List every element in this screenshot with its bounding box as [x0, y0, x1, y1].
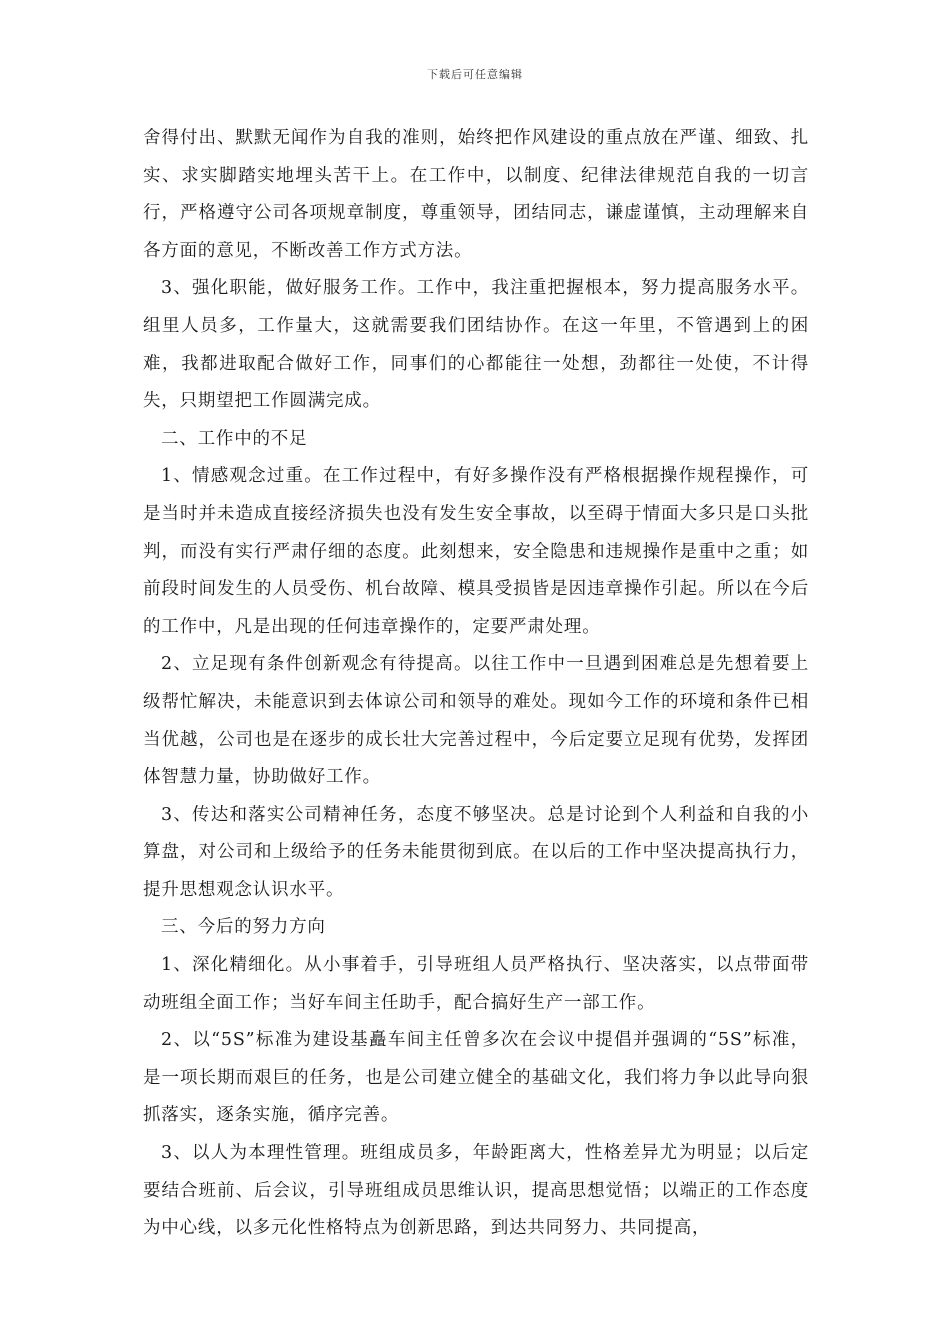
- section-heading-future-direction: 三、今后的努力方向: [161, 917, 326, 938]
- paragraph-5s-standard: 2、以“5S”标准为建设基矗车间主任曾多次在会议中提倡并强调的“5S”标准，是一项长期而艰巨的任务，也是公司建立健全的基础文化，我们将力争以此导向狠抓落实，逐条实施，循序完善。: [143, 1030, 809, 1126]
- paragraph-service-work: 3、强化职能，做好服务工作。工作中，我注重把握根本，努力提高服务水平。组里人员多，工作量大，这就需要我们团结协作。在这一年里，不管遇到上的困难，我都进取配合做好工作，同事们的心都能往一处想，劲都往一处使，不计得失，只期望把工作圆满完成。: [143, 278, 809, 412]
- document-body: [143, 120, 809, 1248]
- paragraph-innovation-concept: 2、立足现有条件创新观念有待提高。以往工作中一旦遇到困难总是先想着要上级帮忙解决，未能意识到去体谅公司和领导的难处。现如今工作的环境和条件已相当优越，公司也是在逐步的成长壮大完善过程中，今后定要立足现有优势，发挥团体智慧力量，协助做好工作。: [143, 654, 809, 788]
- section-heading-shortcomings: 二、工作中的不足: [161, 428, 308, 449]
- paragraph-refinement: 1、深化精细化。从小事着手，引导班组人员严格执行、坚决落实，以点带面带动班组全面工作；当好车间主任助手，配合搞好生产一部工作。: [143, 955, 809, 1013]
- page-header: 下载后可任意编辑: [427, 68, 523, 81]
- paragraph-people-oriented-management: 3、以人为本理性管理。班组成员多，年龄距离大，性格差异尤为明显；以后定要结合班前、后会议，引导班组成员思维认识，提高思想觉悟；以端正的工作态度为中心线，以多元化性格特点为创新思路，到达共同努力、共同提高，: [143, 1143, 809, 1239]
- paragraph-emotional-concept: 1、情感观念过重。在工作过程中，有好多操作没有严格根据操作规程操作，可是当时并未造成直接经济损失也没有发生安全事故，以至碍于情面大多只是口头批判，而没有实行严肃仔细的态度。此刻想来，安全隐患和违规操作是重中之重；如前段时间发生的人员受伤、机台故障、模具受损皆是因违章操作引起。所以在今后的工作中，凡是出现的任何违章操作的，定要严肃处理。: [143, 466, 809, 637]
- paragraph-implementation-attitude: 3、传达和落实公司精神任务，态度不够坚决。总是讨论到个人利益和自我的小算盘，对公司和上级给予的任务未能贯彻到底。在以后的工作中坚决提高执行力，提升思想观念认识水平。: [143, 804, 809, 900]
- paragraph-intro-continuation: 舍得付出、默默无闻作为自我的准则，始终把作风建设的重点放在严谨、细致、扎实、求实脚踏实地埋头苦干上。在工作中，以制度、纪律法律规范自我的一切言行，严格遵守公司各项规章制度，尊重领导，团结同志，谦虚谨慎，主动理解来自各方面的意见，不断改善工作方式方法。: [143, 128, 809, 261]
